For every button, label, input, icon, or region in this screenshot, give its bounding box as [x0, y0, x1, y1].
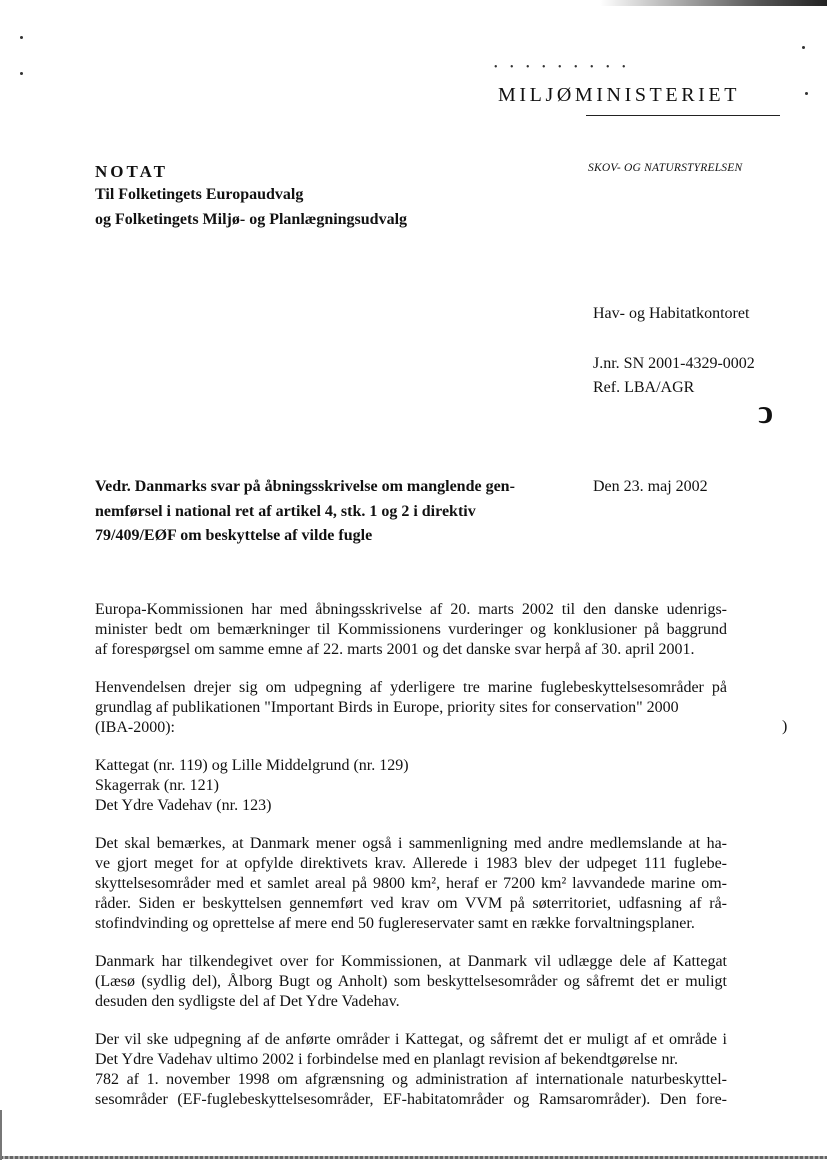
scan-speck: [20, 72, 23, 75]
paragraph-5: [95, 1030, 727, 1110]
paragraph-line: sesområder (EF-fuglebeskyttelsesområder, EF-habitatområder og Ramsarområder). Den fore-: [95, 1091, 727, 1108]
paragraph-line: Danmark har tilkendegivet over for Kommissionen, at Danmark vil udlægge dele af Kattegat: [95, 953, 727, 970]
scan-edge-left: [0, 1110, 2, 1160]
site-item: Skagerrak (nr. 121): [95, 777, 219, 794]
recipient-line-2: og Folketingets Miljø- og Planlægningsudvalg: [95, 211, 408, 228]
scan-edge-top: [600, 0, 827, 6]
ministry-name: MILJØMINISTERIET: [498, 84, 741, 106]
reference: Ref. LBA/AGR: [593, 379, 695, 396]
recipient-line-1: Til Folketingets Europaudvalg: [95, 186, 304, 203]
paragraph-line: af forespørgsel om samme emne af 22. marts 2001 og det danske svar herpå af 30. april 2001.: [95, 641, 695, 658]
agency-name: SKOV- OG NATURSTYRELSEN: [588, 162, 743, 174]
paragraph-line: Henvendelsen drejer sig om udpegning af yderligere tre marine fuglebeskyttelsesområder på: [95, 679, 727, 696]
hole-punch-mark: ↄ: [758, 394, 774, 431]
memo-date: Den 23. maj 2002: [593, 478, 708, 495]
paragraph-line: Europa-Kommissionen har med åbningsskrivelse af 20. marts 2002 til den danske udenrigs-: [95, 601, 727, 618]
paragraph-line: (IBA-2000):: [95, 719, 175, 736]
letterhead-rule: [586, 115, 780, 116]
paragraph-line: Der vil ske udpegning af de anførte områder i Kattegat, og såfremt det er muligt af et område i: [95, 1031, 727, 1048]
paragraph-line: skyttelsesområder med et samlet areal på 9800 km², heraf er 7200 km² lavvandede marine om-: [95, 875, 727, 892]
paragraph-line: Det skal bemærkes, at Danmark mener også i sammenligning med andre medlemslande at ha-: [95, 835, 727, 852]
letterhead-ornament: • • • • • • • • •: [494, 62, 631, 73]
paragraph-line: stofindvinding og oprettelse af mere end 50 fuglereservater samt en række forvaltningsplaner.: [95, 915, 695, 932]
subject-line-3: 79/409/EØF om beskyttelse af vilde fugle: [95, 527, 373, 544]
subject-line-2: nemførsel i national ret af artikel 4, stk. 1 og 2 i direktiv: [95, 503, 476, 520]
margin-mark: ): [782, 718, 788, 735]
scan-edge-bottom: [0, 1156, 827, 1159]
paragraph-line: Det Ydre Vadehav ultimo 2002 i forbindelse med en planlagt revision af bekendtgørelse nr.: [95, 1051, 678, 1068]
scan-speck: [805, 92, 808, 95]
paragraph-line: desuden den sydligste del af Det Ydre Vadehav.: [95, 993, 400, 1010]
paragraph-2: [95, 678, 727, 738]
paragraph-line: råder. Siden er beskyttelsen gennemført ved krav om VVM på søterritoriet, udfasning af rå-: [95, 895, 727, 912]
paragraph-line: 782 af 1. november 1998 om afgrænsning og administration af internationale naturbeskyttel-: [95, 1071, 727, 1088]
office-name: Hav- og Habitatkontoret: [593, 305, 750, 322]
paragraph-line: (Læsø (sydlig del), Ålborg Bugt og Anholt) som beskyttelsesområder og såfremt det er muligt: [95, 973, 727, 990]
subject-line-1: Vedr. Danmarks svar på åbningsskrivelse om manglende gen-: [95, 478, 515, 495]
journal-number: J.nr. SN 2001-4329-0002: [593, 355, 755, 372]
paragraph-1: [95, 600, 727, 660]
document-type: NOTAT: [95, 162, 168, 181]
site-list: [95, 756, 727, 816]
paragraph-line: ve gjort meget for at opfylde direktivets krav. Allerede i 1983 blev der udpeget 111 fuglebe-: [95, 855, 727, 872]
site-item: Det Ydre Vadehav (nr. 123): [95, 797, 272, 814]
scan-speck: [20, 36, 23, 39]
paragraph-4: [95, 952, 727, 1012]
paragraph-line: grundlag af publikationen "Important Birds in Europe, priority sites for conservation" 2000: [95, 699, 679, 716]
site-item: Kattegat (nr. 119) og Lille Middelgrund (nr. 129): [95, 757, 409, 774]
scan-speck: [802, 46, 805, 49]
paragraph-line: minister bedt om bemærkninger til Kommissionens vurderinger og konklusioner på baggrund: [95, 621, 727, 638]
paragraph-3: [95, 834, 727, 934]
